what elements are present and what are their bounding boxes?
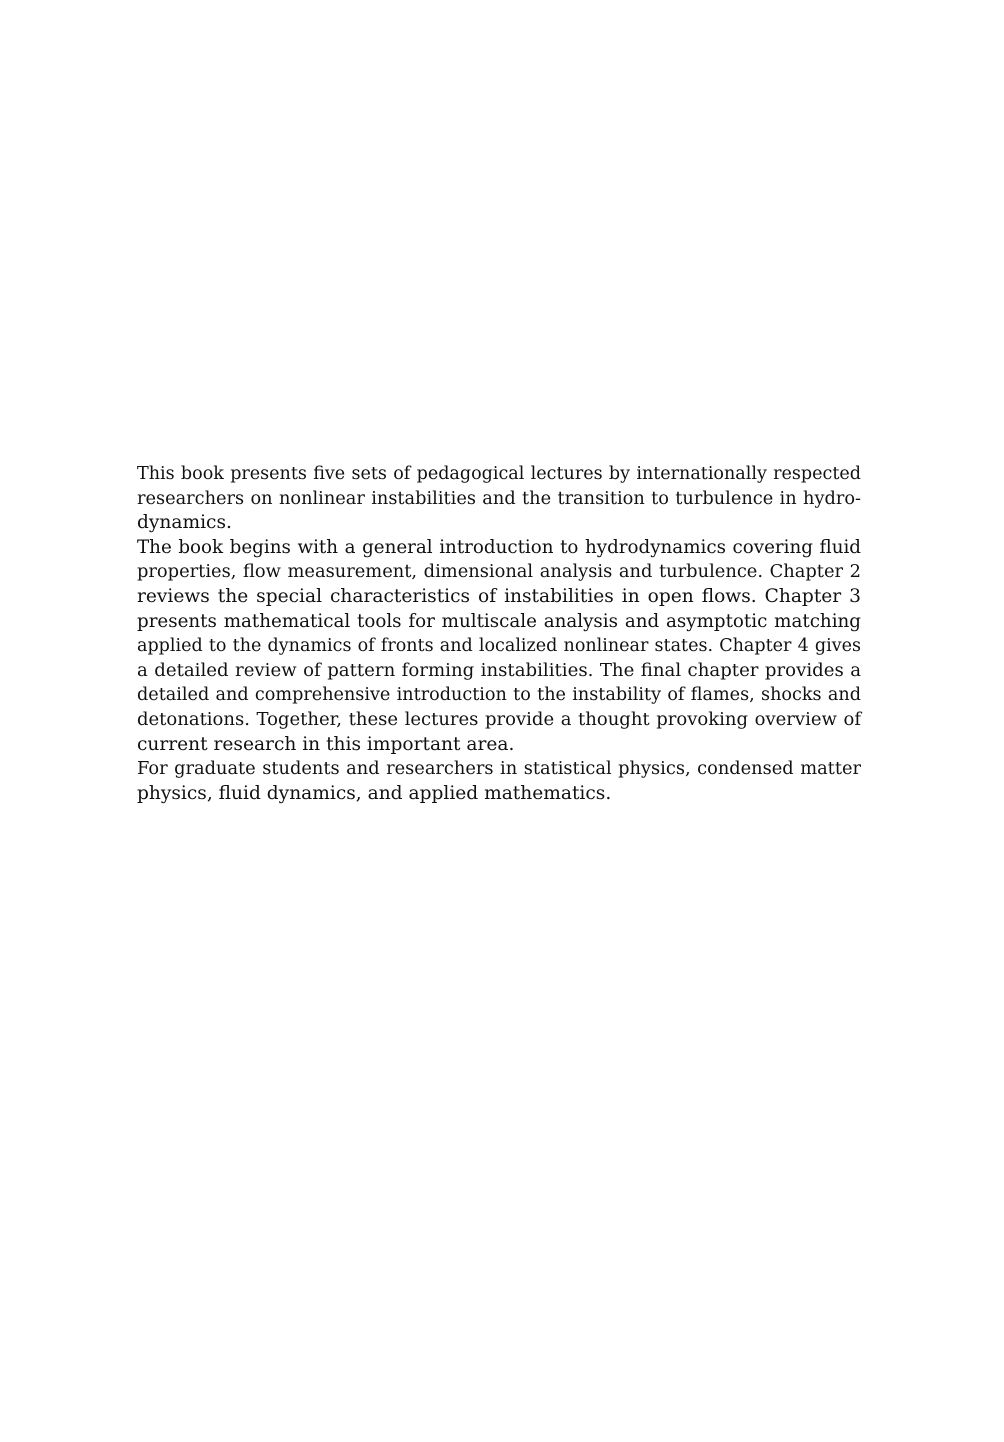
text-line: researchers on nonlinear instabilities and the transition to turbulence in hydro-	[137, 488, 861, 509]
text-line: The book begins with a general introduction to hydrodynamics covering fluid	[137, 536, 861, 558]
book-description	[137, 462, 861, 806]
text-line: This book presents five sets of pedagogical lectures by internationally respected	[137, 464, 861, 484]
text-line: detonations. Together, these lectures provide a thought provoking overview of	[137, 708, 861, 730]
paragraph-audience	[137, 757, 861, 806]
text-line: a detailed review of pattern forming instabilities. The final chapter provides a	[137, 659, 861, 681]
text-line: reviews the special characteristics of instabilities in open flows. Chapter 3	[137, 585, 861, 607]
text-line: For graduate students and researchers in statistical physics, condensed matter	[137, 758, 861, 780]
text-line: applied to the dynamics of fronts and localized nonlinear states. Chapter 4 gives	[137, 636, 861, 657]
paragraph-chapters	[137, 536, 861, 757]
text-line: presents mathematical tools for multiscale analysis and asymptotic matching	[137, 610, 861, 632]
text-line: properties, flow measurement, dimensional analysis and turbulence. Chapter 2	[137, 561, 861, 583]
text-line: dynamics.	[137, 512, 232, 534]
text-line: physics, fluid dynamics, and applied mathematics.	[137, 782, 612, 804]
paragraph-intro	[137, 462, 861, 536]
text-line: detailed and comprehensive introduction to the instability of flames, shocks and	[137, 685, 861, 706]
text-line: current research in this important area.	[137, 733, 515, 755]
